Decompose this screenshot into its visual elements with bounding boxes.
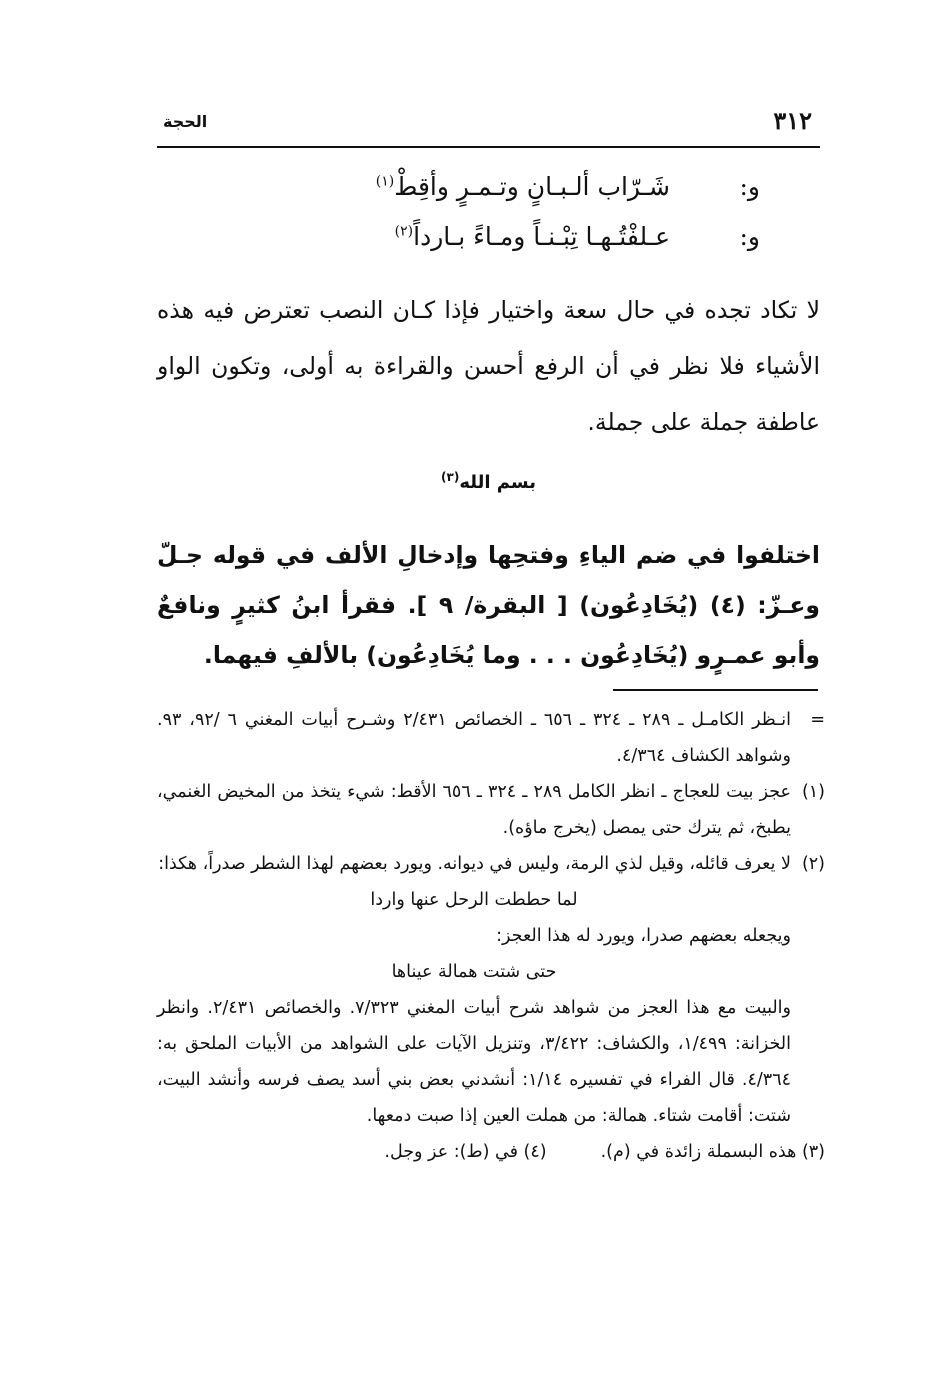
footnote-text: هذه البسملة زائدة في (م). bbox=[600, 1142, 797, 1162]
verse-words: شَـرّاب ألـبـانٍ وتـمـرٍ وأقِطْ bbox=[394, 172, 670, 201]
heading-text: بسم الله bbox=[459, 472, 536, 493]
section-heading bbox=[157, 470, 820, 493]
footnote-ref: (٣) bbox=[441, 470, 460, 484]
body-paragraph-2: اختلفوا في ضم الياءِ وفتحِها وإدخالِ الألف في قوله جـلّ وعـزّ: (٤) (يُخَادِعُون) [ البقرة/ ٩ ]. فقرأ ابنُ كثيرٍ ونافعٌ وأبو عمـرٍو (يُخَادِعُون . . . وما يُخَادِعُون) بالألفِ فيهما. bbox=[157, 541, 820, 669]
verse-line-1 bbox=[290, 172, 760, 216]
verse-words: عـلفْتُـهـا تِبْـنـاً ومـاءً بـارداً bbox=[413, 222, 670, 251]
body-paragraph-1: لا تكاد تجده في حال سعة واختيار فإذا كـان النصب تعترض فيه هذه الأشياء فلا نظر في أن الرفع أحسن والقراءة به أولى، وتكون الواو عاطفة جملة على جملة. bbox=[157, 296, 820, 436]
footnote-continuation bbox=[157, 702, 825, 774]
footnote-marker: (١) bbox=[801, 782, 825, 802]
footnote-ref: (١) bbox=[375, 173, 395, 190]
footnote-text: لا يعرف قائله، وقيل لذي الرمة، وليس في ديوانه. ويورد بعضهم لهذا الشطر صدراً، هكذا: bbox=[158, 854, 791, 874]
verse-text bbox=[395, 222, 670, 251]
footnote-ref: (٢) bbox=[394, 223, 414, 240]
footnote-text: والبيت مع هذا العجز من شواهد شرح أبيات المغني ٧/٣٢٣. والخصائص ٢/٤٣١. وانظر الخزانة: ١/٤٩٩، والكشاف: ٣/٤٢٢، وتنزيل الآيات على الشواهد من الأبيات الملحق به: ٤/٣٦٤. قال الفراء في تفسيره ١/١٤: أنشدني بعض بني أسد يصف فرسه وأنشد البيت، شتت: أقامت شتاء. همالة: من هملت العين إذا صبت دمعها. bbox=[157, 998, 791, 1126]
page-header bbox=[157, 106, 820, 148]
footnote-separator bbox=[613, 689, 818, 691]
footnotes-3-4 bbox=[157, 1134, 825, 1170]
footnote-marker: (٣) bbox=[801, 1142, 825, 1162]
footnote-marker: (٢) bbox=[801, 854, 825, 874]
footnote-text: انـظر الكامـل ـ ٢٨٩ ـ ٣٢٤ ـ ٦٥٦ ـ الخصائص ٢/٤٣١ وشـرح أبيات المغني ٦ /٩٢، ٩٣. وشواهد الكشاف ٤/٣٦٤. bbox=[157, 710, 791, 766]
page-number: ٣١٢ bbox=[773, 106, 812, 135]
footnote-text: في (ط): عز وجل. bbox=[384, 1142, 518, 1162]
verse-text bbox=[376, 172, 670, 201]
running-title: الحجة bbox=[163, 112, 208, 131]
verse-prefix: و: bbox=[739, 222, 760, 251]
footnote-2 bbox=[157, 846, 825, 882]
footnotes bbox=[157, 702, 825, 1170]
verse-line-2 bbox=[290, 222, 760, 266]
footnote-text: عجز بيت للعجاج ـ انظر الكامل ٢٨٩ ـ ٣٢٤ ـ ٦٥٦ الأقط: شيء يتخذ من المخيض الغنمي، يطبخ، ثم يترك حتى يمصل (يخرج ماؤه). bbox=[157, 782, 791, 838]
footnote-2-continued bbox=[157, 990, 825, 1134]
footnote-4 bbox=[384, 1134, 546, 1170]
footnote-verse: حتى شتت همالة عيناها bbox=[391, 962, 557, 982]
footnote-text: ويجعله بعضهم صدرا، ويورد له هذا العجز: bbox=[496, 926, 791, 946]
footnote-marker: = bbox=[810, 710, 825, 730]
footnote-verse: لما حططت الرحل عنها واردا bbox=[370, 890, 578, 910]
verse-prefix: و: bbox=[739, 172, 760, 201]
footnote-1 bbox=[157, 774, 825, 846]
footnote-3 bbox=[601, 1134, 825, 1170]
footnote-marker: (٤) bbox=[523, 1142, 547, 1162]
